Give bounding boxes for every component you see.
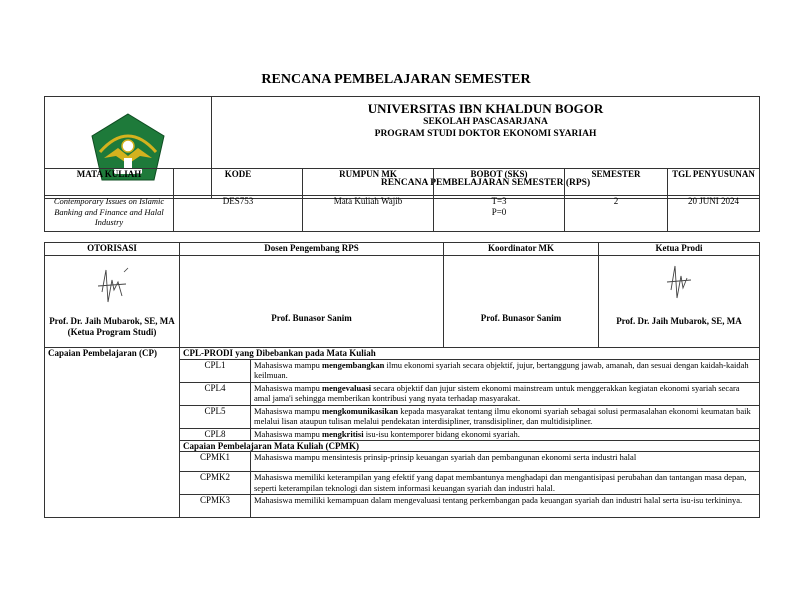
col-header-semester: SEMESTER <box>565 169 668 196</box>
cpmk-header: Capaian Pembelajaran Mata Kuliah (CPMK) <box>180 440 760 452</box>
col-header-mata-kuliah: MATA KULIAH <box>45 169 174 196</box>
cpl-header: CPL-PRODI yang Dibebankan pada Mata Kuliah <box>180 348 760 360</box>
signer-name: Prof. Dr. Jaih Mubarok, SE, MA <box>49 316 175 326</box>
cp-label: Capaian Pembelajaran (CP) <box>45 348 180 518</box>
rps-title-cell: RENCANA PEMBELAJARAN SEMESTER (RPS) <box>212 169 760 199</box>
semester-value: 2 <box>565 196 668 232</box>
koordinator-name: Prof. Bunasor Sanim <box>444 256 599 348</box>
dosen-header: Dosen Pengembang RPS <box>180 243 444 256</box>
col-header-rumpun: RUMPUN MK <box>303 169 434 196</box>
cpl-text: Mahasiswa mampu mengkomunikasikan kepada masyarakat tentang ilmu ekonomi syariah sebagai solusi permasalahan ekonomi keumatan baik melalui lisan ataupun tulisan melalui pendekatan interdisipliner, transdisipliner, dan multidisipliner. <box>251 405 760 428</box>
signature-image <box>92 262 132 310</box>
bobot-t: T=3 <box>491 196 507 206</box>
kaprodi-header: Ketua Prodi <box>599 243 760 256</box>
kaprodi-name: Prof. Dr. Jaih Mubarok, SE, MA <box>616 316 742 326</box>
rumpun-value: Mata Kuliah Wajib <box>303 196 434 232</box>
mata-kuliah-value: Contemporary Issues on Islamic Banking and Finance and Halal Industry <box>45 196 174 232</box>
otorisasi-cp-table <box>44 242 760 518</box>
otorisasi-label: OTORISASI <box>45 243 180 256</box>
bobot-value <box>434 196 565 232</box>
cpmk-text: Mahasiswa memiliki kemampuan dalam mengevaluasi tentang perkembangan pada keuangan syariah dan industri halal serta isu-isu terkininya. <box>251 495 760 518</box>
institution-cell <box>212 97 760 169</box>
cpmk-code: CPMK2 <box>180 472 251 495</box>
signer-cell <box>45 256 180 348</box>
kaprodi-cell <box>599 256 760 348</box>
col-header-kode: KODE <box>174 169 303 196</box>
program-name: PROGRAM STUDI DOKTOR EKONOMI SYARIAH <box>374 129 597 139</box>
cpl-code: CPL4 <box>180 382 251 405</box>
kode-value: DES753 <box>174 196 303 232</box>
tgl-value: 20 JUNI 2024 <box>668 196 760 232</box>
cpl-text: Mahasiswa mampu mengkritisi isu-isu kontemporer bidang ekonomi syariah. <box>251 428 760 440</box>
school-name: SEKOLAH PASCASARJANA <box>423 117 548 127</box>
cpl-text: Mahasiswa mampu mengevaluasi secara objektif dan jujur sistem ekonomi mainstream untuk menggerakkan kegiatan ekonomi syariah secara amal jama'i sehingga memberikan kontribusi yang nyata terhadap masyarakat. <box>251 382 760 405</box>
dosen-name: Prof. Bunasor Sanim <box>180 256 444 348</box>
bobot-p: P=0 <box>491 206 507 217</box>
kaprodi-signature-image <box>661 260 697 306</box>
cpmk-code: CPMK3 <box>180 495 251 518</box>
cpmk-text: Mahasiswa mampu mensintesis prinsip-prinsip keuangan syariah dan pembangunan ekonomi serta industri halal <box>251 452 760 472</box>
col-header-tgl: TGL PENYUSUNAN <box>668 169 760 196</box>
cpmk-code: CPMK1 <box>180 452 251 472</box>
cpmk-text: Mahasiswa memiliki keterampilan yang efektif yang dapat membantunya menghadapi dan mengantisipasi perubahan dan tantangan masa depan, seperti keterampilan teknologi dan sistem informasi keuangan syariah dan industri halal. <box>251 472 760 495</box>
col-header-bobot: BOBOT (SKS) <box>434 169 565 196</box>
signer-role: (Ketua Program Studi) <box>67 326 157 337</box>
cpl-text: Mahasiswa mampu mengembangkan ilmu ekonomi syariah secara objektif, jujur, bertanggung jawab, amanah, dan sesuai dengan kaidah-kaidah keilmuan. <box>251 359 760 382</box>
university-name: UNIVERSITAS IBN KHALDUN BOGOR <box>367 101 604 116</box>
cpl-code: CPL5 <box>180 405 251 428</box>
cpl-code: CPL8 <box>180 428 251 440</box>
koordinator-header: Koordinator MK <box>444 243 599 256</box>
document-title: RENCANA PEMBELAJARAN SEMESTER <box>261 72 531 87</box>
course-info-table <box>44 168 760 232</box>
cpl-code: CPL1 <box>180 359 251 382</box>
